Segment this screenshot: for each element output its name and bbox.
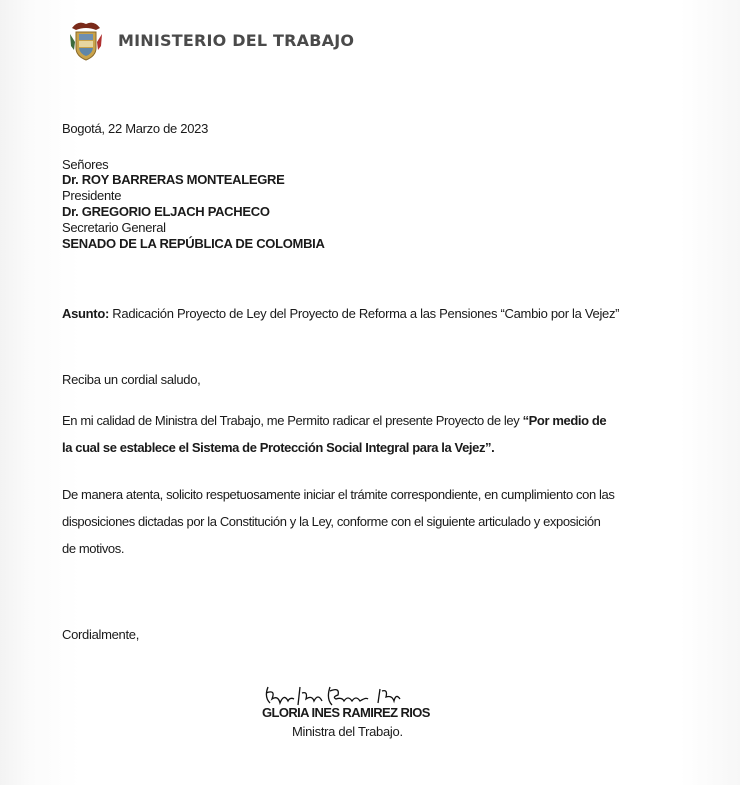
salutation-to: Señores: [62, 157, 109, 172]
place-date: Bogotá, 22 Marzo de 2023: [62, 121, 209, 136]
paragraph-1-text: En mi calidad de Ministra del Trabajo, me Permito radicar el presente Proyecto de ley: [62, 413, 523, 428]
recipient-name: Dr. GREGORIO ELJACH PACHECO: [62, 204, 270, 219]
colombia-coat-of-arms-icon: [68, 20, 104, 60]
subject-label: Asunto:: [62, 306, 109, 321]
signer-role: Ministra del Trabajo.: [292, 724, 403, 739]
paragraph-2: [62, 481, 614, 562]
paragraph-1: [62, 407, 606, 461]
paragraph-2-line: de motivos.: [62, 541, 125, 556]
recipient-name: Dr. ROY BARRERAS MONTEALEGRE: [62, 172, 285, 187]
institution: SENADO DE LA REPÚBLICA DE COLOMBIA: [62, 236, 325, 251]
paragraph-2-line: disposiciones dictadas por la Constitución y la Ley, conforme con el siguiente articulado y exposición: [62, 514, 601, 529]
closing: Cordialmente,: [62, 627, 140, 642]
letterhead: [68, 20, 354, 60]
ministry-name: MINISTERIO DEL TRABAJO: [118, 30, 355, 50]
recipient-role: Presidente: [62, 188, 122, 203]
paragraph-2-line: De manera atenta, solicito respetuosamente iniciar el trámite correspondiente, en cumplimiento con las: [62, 487, 615, 502]
recipient-role: Secretario General: [62, 220, 166, 235]
subject-line: [62, 306, 619, 321]
greeting: Reciba un cordial saludo,: [62, 372, 201, 387]
bill-title: la cual se establece el Sistema de Protección Social Integral para la Vejez”.: [62, 440, 495, 455]
subject-text: Radicación Proyecto de Ley del Proyecto de Reforma a las Pensiones “Cambio por la Vejez”: [109, 306, 620, 321]
bill-title: “Por medio de: [522, 413, 607, 428]
signer-name: GLORIA INES RAMIREZ RIOS: [262, 705, 430, 720]
